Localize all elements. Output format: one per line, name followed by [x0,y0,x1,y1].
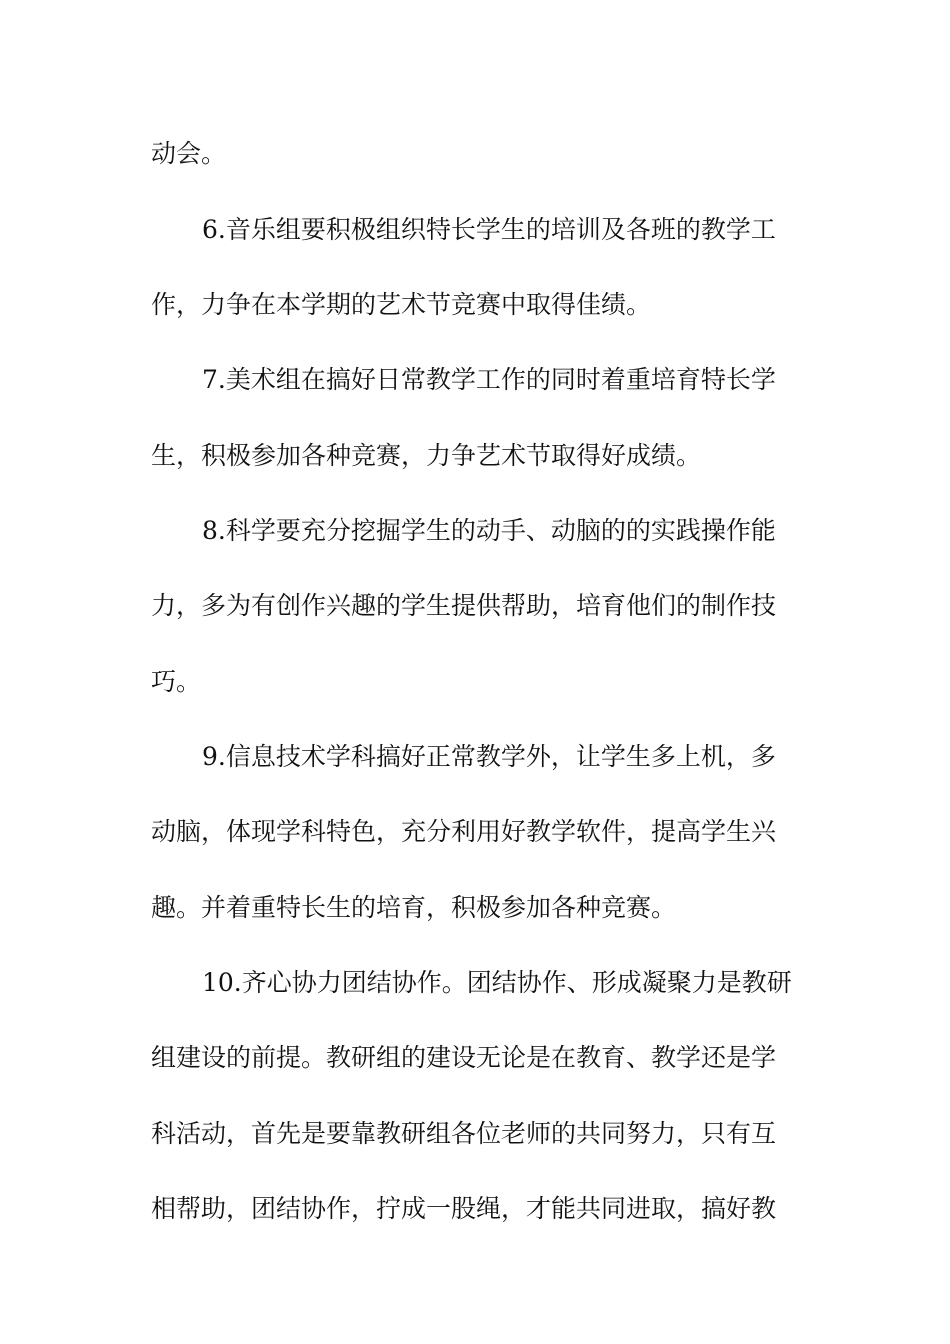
text-line: 相帮助，团结协作，拧成一股绳，才能共同进取，搞好教 [151,1194,777,1223]
text-line: 动脑，体现学科特色，充分利用好教学软件，提高学生兴 [151,817,777,846]
text-line: 趣。并着重特长生的培育，积极参加各种竞赛。 [151,893,677,922]
text-line: 作，力争在本学期的艺术节竞赛中取得佳绩。 [151,290,652,319]
text-line: 9.信息技术学科搞好正常教学外，让学生多上机，多 [202,742,776,771]
text-line: 巧。 [151,667,202,696]
text-line: 组建设的前提。教研组的建设无论是在教育、教学还是学 [151,1043,777,1072]
text-line: 生，积极参加各种竞赛，力争艺术节取得好成绩。 [151,441,702,470]
text-line: 科活动，首先是要靠教研组各位老师的共同努力，只有互 [151,1119,777,1148]
text-line: 10.齐心协力团结协作。团结协作、形成凝聚力是教研 [202,968,792,997]
text-line: 7.美术组在搞好日常教学工作的同时着重培育特长学 [202,365,776,394]
text-line: 动会。 [151,139,227,168]
text-line: 6.音乐组要积极组织特长学生的培训及各班的教学工 [202,215,776,244]
text-line: 8.科学要充分挖掘学生的动手、动脑的的实践操作能 [202,516,776,545]
text-line: 力，多为有创作兴趣的学生提供帮助，培育他们的制作技 [151,591,777,620]
